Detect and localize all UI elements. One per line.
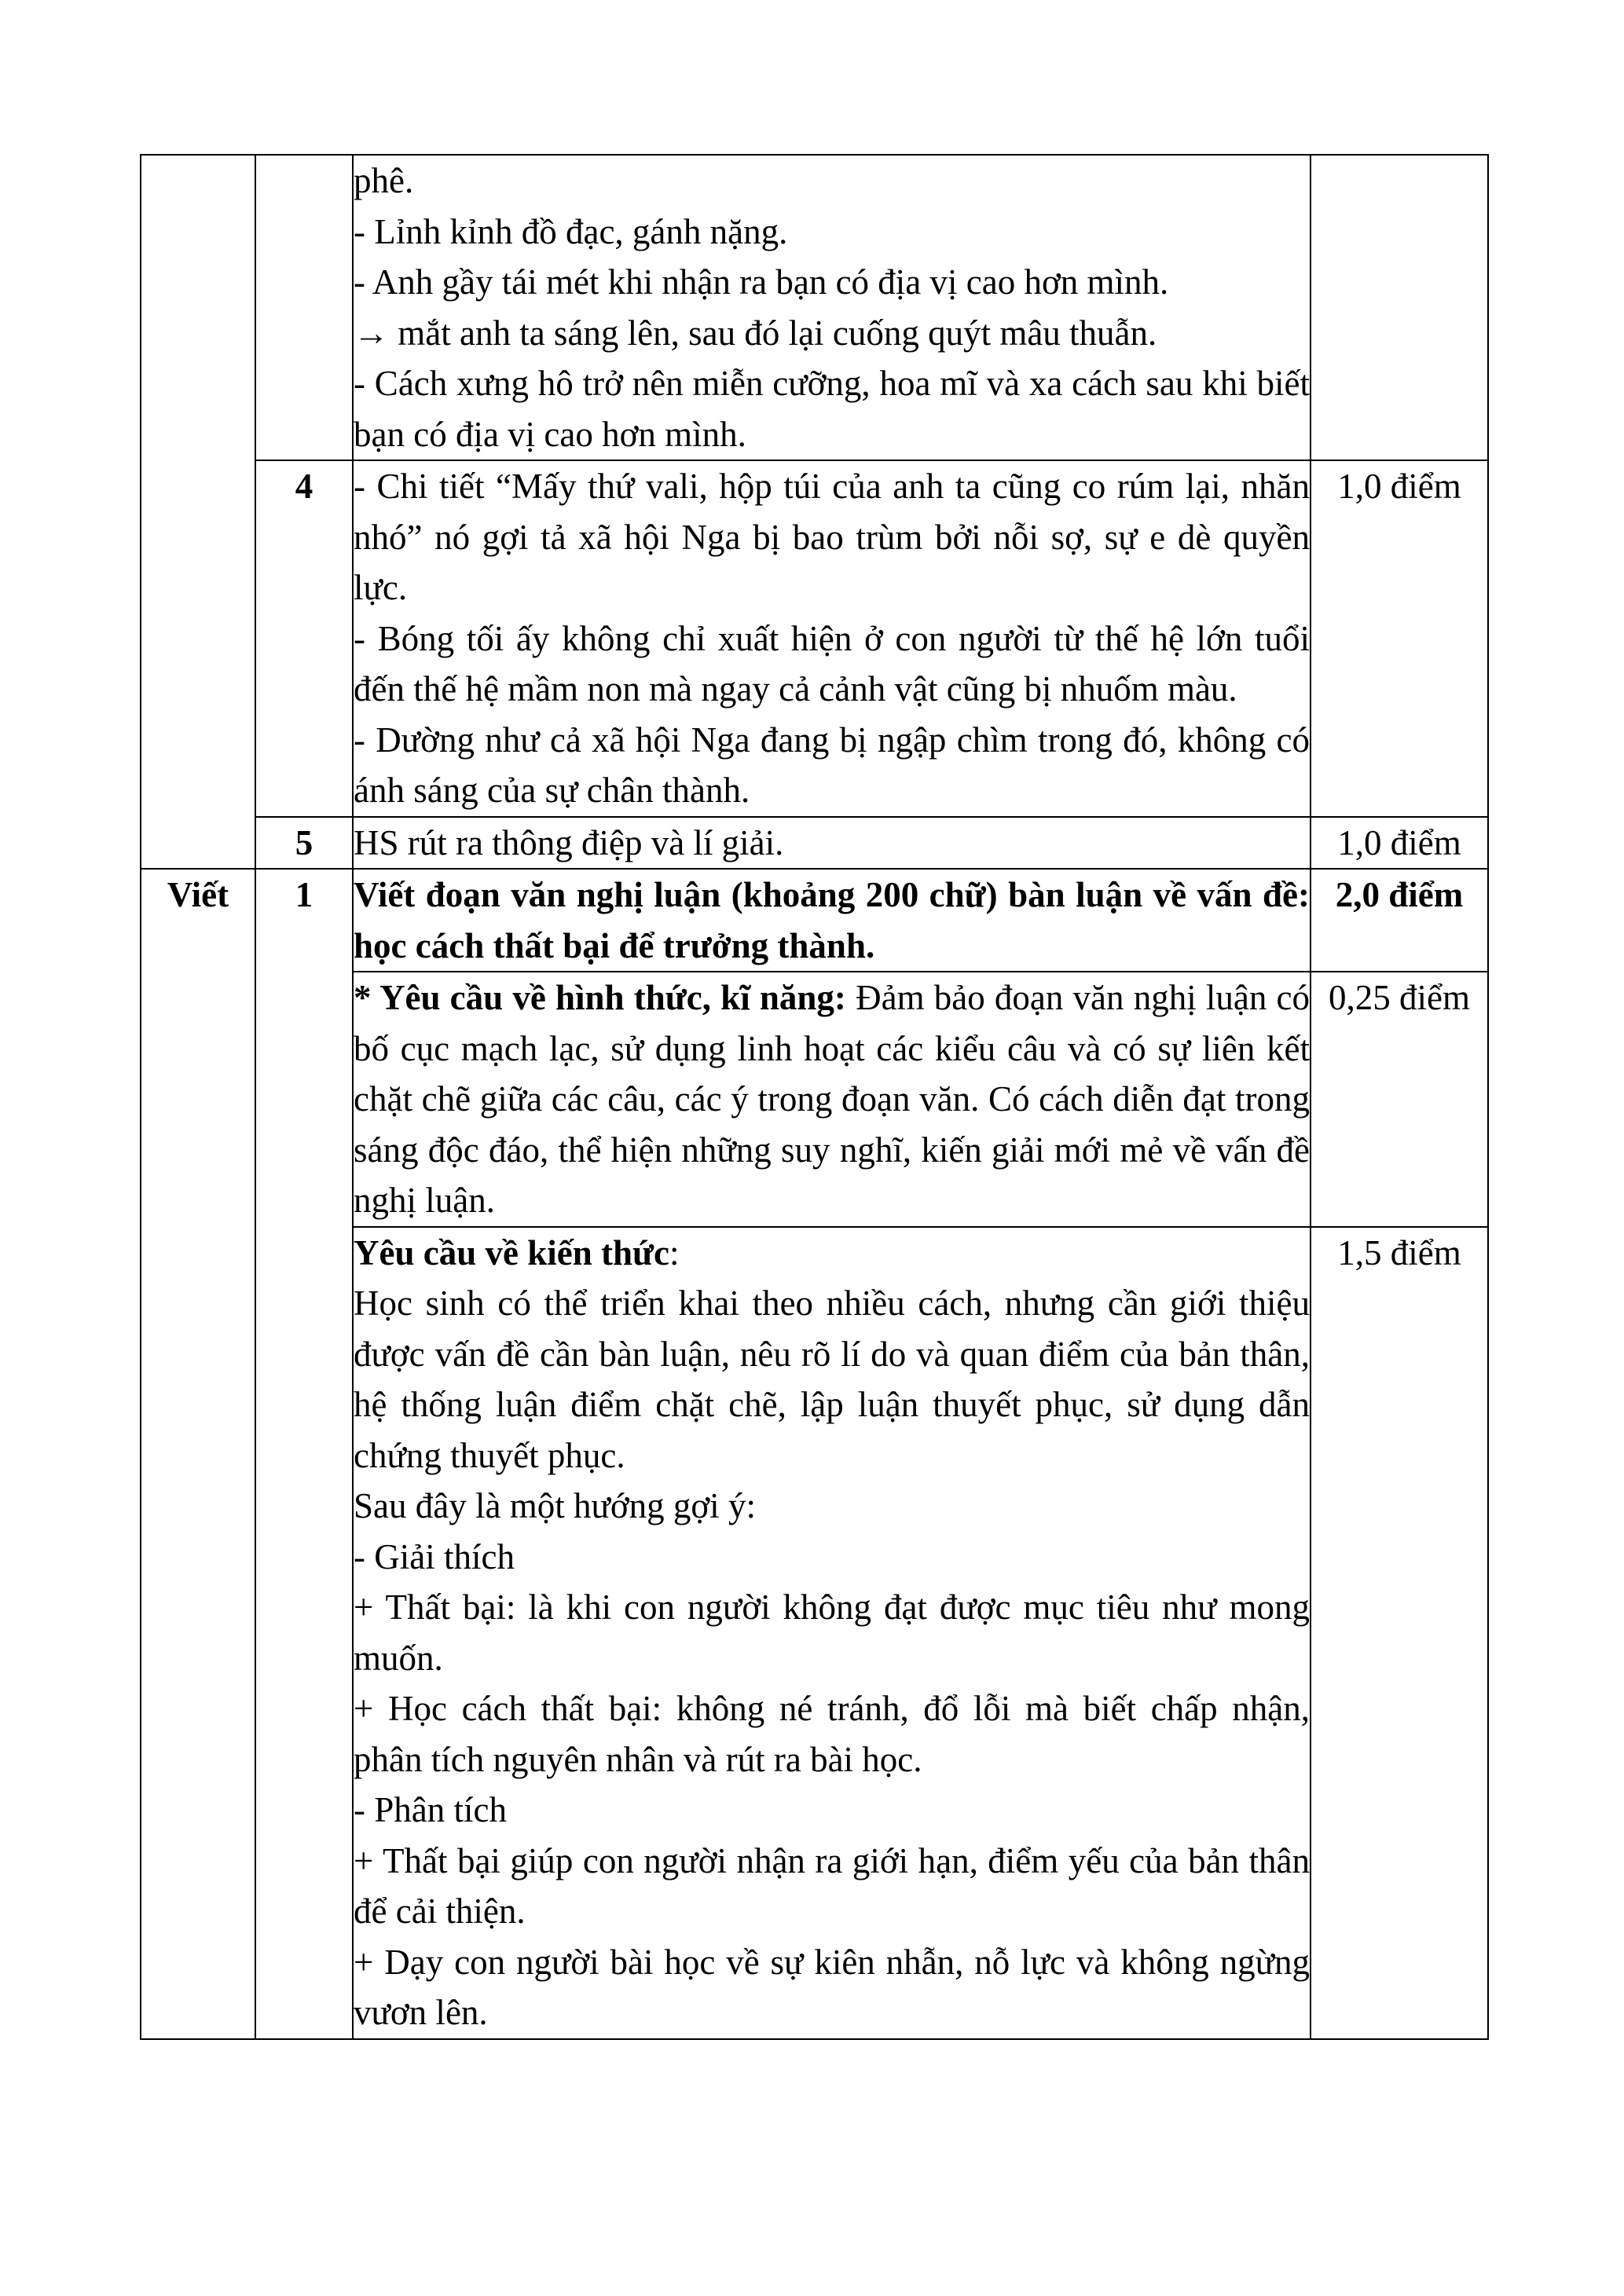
answer-content-cell <box>353 460 1311 817</box>
section-label: Viết <box>141 869 255 2039</box>
answer-line: Học sinh có thể triển khai theo nhiều cách, nhưng cần giới thiệu được vấn đề cần bàn luận, nêu rõ lí do và quan điểm của bản thân, hệ thống luận điểm chặt chẽ, lập luận thuyết phục, sử dụng dẫn chứng thuyết phục. <box>354 1283 1310 1475</box>
answer-line: - Anh gầy tái mét khi nhận ra bạn có địa vị cao hơn mình. <box>354 262 1169 302</box>
task-title: Viết đoạn văn nghị luận (khoảng 200 chữ) bàn luận về vấn đề: học cách thất bại để trưởng thành. <box>353 869 1311 972</box>
requirement-heading <box>354 1228 1310 1279</box>
score: 1,0 điểm <box>1311 817 1488 870</box>
answer-key-table <box>140 154 1489 2040</box>
question-number-cell <box>255 155 353 460</box>
score-cell <box>1311 155 1488 460</box>
score: 2,0 điểm <box>1311 869 1488 972</box>
question-number: 4 <box>255 460 353 817</box>
answer-content-cell <box>353 972 1311 1227</box>
requirement-label-suffix: : <box>669 1232 680 1273</box>
requirement-text: Đảm bảo đoạn văn nghị luận có bố cục mạch lạc, sử dụng linh hoạt các kiểu câu và có sự liên kết chặt chẽ giữa các câu, các ý trong đoạn văn. Có cách diễn đạt trong sáng độc đáo, thể hiện những suy nghĩ, kiến giải mới mẻ về vấn đề nghị luận. <box>354 978 1310 1220</box>
answer-line: - Chi tiết “Mấy thứ vali, hộp túi của anh ta cũng co rúm lại, nhăn nhó” nó gợi tả xã hội Nga bị bao trùm bởi nỗi sợ, sự e dè quyền lực. <box>354 467 1310 607</box>
score: 1,5 điểm <box>1311 1227 1488 2039</box>
answer-line: - Lỉnh kỉnh đồ đạc, gánh nặng. <box>354 211 788 251</box>
table-row <box>141 869 1488 972</box>
answer-line: + Học cách thất bại: không né tránh, đổ lỗi mà biết chấp nhận, phân tích nguyên nhân và rút ra bài học. <box>354 1689 1310 1779</box>
requirement-label: * Yêu cầu về hình thức, kĩ năng: <box>354 978 846 1017</box>
question-number: 1 <box>255 869 353 2039</box>
answer-line: → mắt anh ta sáng lên, sau đó lại cuống quýt mâu thuẫn. <box>354 313 1157 353</box>
answer-content-cell <box>353 1227 1311 2039</box>
score: 0,25 điểm <box>1311 972 1488 1227</box>
score: 1,0 điểm <box>1311 460 1488 817</box>
answer-line: - Dường như cả xã hội Nga đang bị ngập chìm trong đó, không có ánh sáng của sự chân thành. <box>354 720 1310 810</box>
answer-line: + Thất bại giúp con người nhận ra giới hạn, điểm yếu của bản thân để cải thiện. <box>354 1840 1310 1931</box>
requirement-label: Yêu cầu về kiến thức <box>354 1232 669 1273</box>
answer-line: Sau đây là một hướng gợi ý: <box>354 1486 756 1525</box>
answer-line: - Giải thích <box>354 1536 515 1576</box>
answer-line: + Thất bại: là khi con người không đạt được mục tiêu như mong muốn. <box>354 1587 1310 1678</box>
answer-line: - Phân tích <box>354 1790 507 1829</box>
table-row <box>141 817 1488 870</box>
table-row <box>141 460 1488 817</box>
table-row <box>141 155 1488 460</box>
section-cell-doc-hieu <box>141 155 255 869</box>
answer-line: - Cách xưng hô trở nên miễn cưỡng, hoa mĩ và xa cách sau khi biết bạn có địa vị cao hơn mình. <box>354 364 1310 454</box>
answer-line: phê. <box>354 161 414 200</box>
answer-content-cell <box>353 155 1311 460</box>
question-number: 5 <box>255 817 353 870</box>
answer-line: - Bóng tối ấy không chỉ xuất hiện ở con người từ thế hệ lớn tuổi đến thế hệ mầm non mà ngay cả cảnh vật cũng bị nhuốm màu. <box>354 618 1310 709</box>
answer-line: + Dạy con người bài học về sự kiên nhẫn, nỗ lực và không ngừng vươn lên. <box>354 1942 1310 2032</box>
answer-content-cell: HS rút ra thông điệp và lí giải. <box>353 817 1311 870</box>
